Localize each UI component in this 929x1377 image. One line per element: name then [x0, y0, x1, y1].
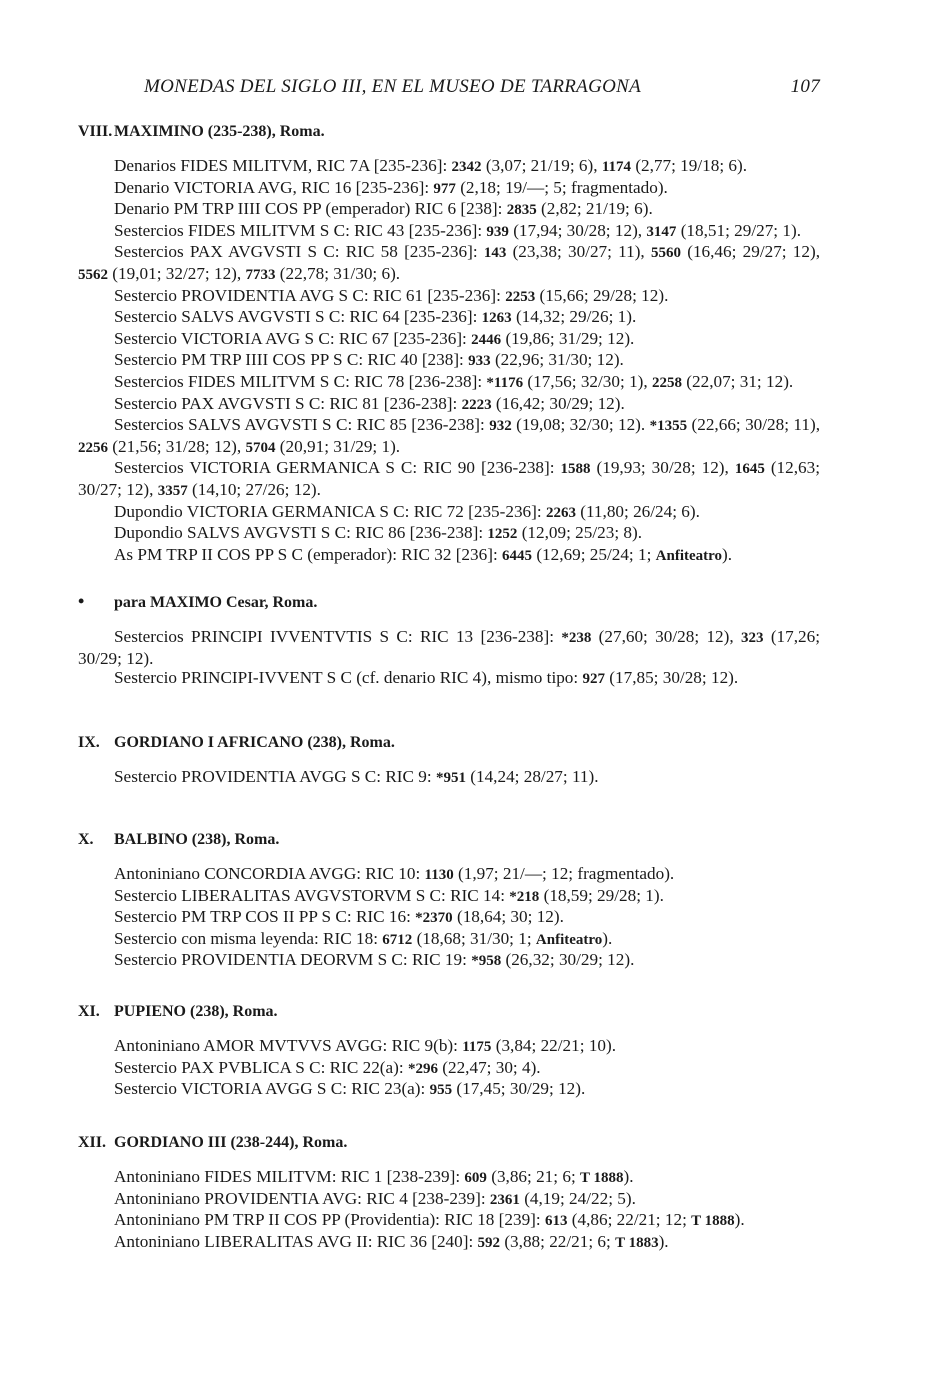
coin-entry: [78, 1189, 820, 1211]
inventory-number: 323: [740, 630, 764, 646]
coin-entry: [78, 394, 820, 416]
entry-text: (17,85; 30/28; 12).: [604, 668, 739, 688]
coin-entry: [78, 767, 820, 789]
inventory-number: 2446: [471, 331, 502, 348]
entry-text: (19,93; 30/28; 12),: [590, 458, 735, 478]
entry-text: Antoniniano LIBERALITAS AVG II: RIC 36 [240]:: [114, 1231, 478, 1251]
inventory-number: 7733: [245, 266, 276, 283]
entry-text: (27,60; 30/28; 12),: [591, 627, 741, 646]
entry-list: [78, 864, 820, 972]
entry-text: (12,09; 25/23; 8).: [517, 523, 643, 543]
coin-entry: [78, 458, 820, 501]
inventory-number: 1263: [481, 310, 512, 327]
entry-text: Sestercio VICTORIA AVG S C: RIC 67 [235-236]:: [114, 328, 472, 348]
inventory-number: *1176: [486, 374, 524, 391]
entry-list: [78, 1036, 820, 1101]
inventory-number: *951: [435, 770, 466, 786]
inventory-number: 2223: [461, 396, 492, 413]
inventory-number: 2361: [489, 1191, 520, 1208]
entry-text: (20,91; 31/29; 1).: [275, 436, 401, 456]
entry-text: Denario VICTORIA AVG, RIC 16 [235-236]:: [114, 177, 434, 197]
entry-text: (17,56; 32/30; 1),: [523, 371, 652, 391]
entry-text: (18,51; 29/27; 1).: [676, 220, 801, 240]
entry-text: (4,19; 24/22; 5).: [519, 1188, 636, 1208]
coin-entry: [78, 242, 820, 285]
section-number: XII.: [78, 1134, 107, 1151]
coin-entry: [78, 523, 820, 545]
entry-list: [78, 627, 820, 690]
coin-entry: [78, 372, 820, 394]
inventory-number: *218: [509, 888, 540, 905]
inventory-number: 1130: [424, 867, 454, 883]
entry-text: (3,86; 21; 6;: [486, 1167, 581, 1186]
inventory-number: Anfiteatro: [655, 547, 723, 564]
section-title: GORDIANO I AFRICANO (238), Roma.: [114, 734, 395, 751]
entry-text: Sestercio PAX AVGVSTI S C: RIC 81 [236-238]:: [114, 393, 462, 413]
entry-text: As PM TRP II COS PP S C (emperador): RIC 32 [236]:: [114, 544, 503, 564]
entry-text: (21,56; 31/28; 12),: [108, 436, 246, 456]
entry-text: Sestercios FIDES MILITVM S C: RIC 43 [235-236]:: [114, 220, 487, 240]
inventory-number: T 1888: [580, 1170, 624, 1186]
entry-text: (1,97; 21/—; 12; fragmentado).: [453, 864, 675, 883]
section-number: XI.: [78, 1003, 100, 1020]
section-heading: [78, 122, 820, 142]
entry-text: Sestercio PROVIDENTIA DEORVM S C: RIC 19:: [114, 950, 472, 970]
inventory-number: 3147: [646, 223, 677, 240]
entry-text: Antoniniano FIDES MILITVM: RIC 1 [238-239]:: [114, 1167, 465, 1186]
coin-entry: [78, 221, 820, 243]
inventory-number: 6445: [502, 547, 533, 564]
entry-text: Sestercio PAX PVBLICA S C: RIC 22(a):: [114, 1057, 408, 1077]
inventory-number: 613: [544, 1213, 568, 1230]
entry-text: ).: [722, 544, 733, 564]
entry-text: Sestercio LIBERALITAS AVGVSTORVM S C: RIC 14:: [114, 885, 510, 905]
inventory-number: 927: [582, 671, 605, 688]
section-heading: [78, 733, 820, 753]
inventory-number: 1252: [487, 526, 518, 543]
coin-entry: [78, 545, 820, 567]
entry-text: (14,32; 29/26; 1).: [511, 307, 637, 327]
entry-text: Antoniniano CONCORDIA AVGG: RIC 10:: [114, 864, 425, 883]
inventory-number: 1588: [560, 461, 591, 478]
section-heading: [78, 830, 820, 850]
coin-entry: [78, 1210, 820, 1232]
entry-list: [78, 1167, 820, 1253]
entry-text: (2,18; 19/—; 5; fragmentado).: [455, 177, 668, 197]
entry-text: ).: [602, 928, 613, 948]
inventory-number: T 1888: [691, 1213, 735, 1230]
coin-entry: [78, 864, 820, 886]
entry-text: Sestercio con misma leyenda: RIC 18:: [114, 928, 383, 948]
inventory-number: Anfiteatro: [535, 931, 603, 948]
subsection-heading: [78, 591, 820, 613]
coin-entry: [78, 156, 820, 178]
entry-text: Sestercio PRINCIPI-IVVENT S C (cf. denario RIC 4), mismo tipo:: [114, 668, 583, 688]
coin-entry: [78, 307, 820, 329]
entry-text: Dupondio SALVS AVGVSTI S C: RIC 86 [236-238]:: [114, 523, 488, 543]
entry-text: Sestercios FIDES MILITVM S C: RIC 78 [236-238]:: [114, 371, 487, 391]
coin-entry: [78, 415, 820, 458]
inventory-number: 5562: [78, 266, 108, 283]
coin-entry: [78, 1167, 820, 1189]
section-number: IX.: [78, 734, 100, 751]
coin-entry: [78, 627, 820, 668]
section-title: GORDIANO III (238-244), Roma.: [114, 1134, 348, 1151]
entry-text: (22,66; 30/28; 11),: [687, 415, 820, 435]
entry-list: [78, 156, 820, 566]
entry-text: (19,01; 32/27; 12),: [108, 263, 246, 283]
section-xi: [78, 1002, 820, 1101]
inventory-number: 2263: [545, 504, 576, 521]
inventory-number: 2342: [451, 159, 482, 175]
coin-entry: [78, 950, 820, 972]
inventory-number: 933: [468, 353, 491, 370]
inventory-number: *1355: [649, 418, 688, 435]
entry-text: Sestercios VICTORIA GERMANICA S C: RIC 90 [236-238]:: [114, 458, 561, 478]
coin-entry: [78, 929, 820, 951]
inventory-number: 2253: [505, 288, 536, 305]
coin-entry: [78, 668, 820, 690]
inventory-number: *2370: [415, 910, 453, 927]
entry-text: Denario PM TRP IIII COS PP (emperador) RIC 6 [238]:: [114, 199, 507, 219]
coin-entry: [78, 178, 820, 200]
entry-text: (26,32; 30/29; 12).: [501, 950, 635, 970]
inventory-number: 6712: [382, 931, 413, 948]
entry-text: Sestercio VICTORIA AVGG S C: RIC 23(a):: [114, 1079, 430, 1099]
entry-list: [78, 767, 820, 789]
entry-text: (3,88; 22/21; 6;: [500, 1231, 616, 1251]
inventory-number: 939: [486, 223, 509, 240]
coin-entry: [78, 329, 820, 351]
subsection-title: para MAXIMO Cesar, Roma.: [114, 594, 318, 611]
section-x: [78, 830, 820, 972]
entry-text: Denarios FIDES MILITVM, RIC 7A [235-236]:: [114, 156, 452, 175]
section-xii: [78, 1133, 820, 1253]
entry-text: Antoniniano PROVIDENTIA AVG: RIC 4 [238-239]:: [114, 1188, 490, 1208]
entry-text: ).: [658, 1231, 669, 1251]
entry-text: (12,69; 25/24; 1;: [532, 544, 656, 564]
entry-text: (16,46; 29/27; 12),: [680, 242, 821, 262]
section-number: X.: [78, 831, 94, 848]
entry-text: ).: [734, 1210, 745, 1230]
entry-text: (18,64; 30; 12).: [452, 907, 564, 927]
entry-text: (23,38; 30/27; 11),: [506, 242, 651, 262]
inventory-number: 592: [477, 1234, 501, 1251]
coin-entry: [78, 1058, 820, 1080]
entry-text: (18,68; 31/30; 1;: [412, 928, 536, 948]
entry-text: Sestercios SALVS AVGVSTI S C: RIC 85 [236-238]:: [114, 415, 490, 435]
entry-text: (22,07; 31; 12).: [681, 371, 794, 391]
section-viii: [78, 122, 820, 566]
inventory-number: 2258: [651, 374, 682, 391]
inventory-number: 977: [433, 180, 456, 197]
entry-text: (22,96; 31/30; 12).: [490, 350, 624, 370]
entry-text: (22,78; 31/30; 6).: [275, 263, 401, 283]
inventory-number: 1645: [734, 461, 765, 478]
coin-entry: [78, 1232, 820, 1254]
inventory-number: 932: [489, 418, 512, 435]
entry-text: (3,84; 22/21; 10).: [491, 1036, 617, 1055]
coin-entry: [78, 886, 820, 908]
entry-text: (17,94; 30/28; 12),: [508, 220, 647, 240]
section-ix: [78, 733, 820, 789]
entry-text: Antoniniano AMOR MVTVVS AVGG: RIC 9(b):: [114, 1036, 463, 1055]
bullet-icon: •: [78, 591, 85, 611]
inventory-number: 955: [429, 1082, 453, 1099]
inventory-number: *958: [471, 953, 502, 970]
coin-entry: [78, 1079, 820, 1101]
coin-entry: [78, 1036, 820, 1058]
coin-entry: [78, 350, 820, 372]
coin-entry: [78, 286, 820, 308]
section-title: PUPIENO (238), Roma.: [114, 1003, 278, 1020]
entry-text: (16,42; 30/29; 12).: [491, 393, 625, 413]
entry-text: (19,86; 31/29; 12).: [501, 328, 635, 348]
section-heading: [78, 1002, 820, 1022]
entry-text: (2,82; 21/19; 6).: [536, 199, 653, 219]
inventory-number: *238: [561, 630, 592, 646]
entry-text: (3,07; 21/19; 6),: [481, 156, 602, 175]
entry-text: (14,24; 28/27; 11).: [465, 767, 599, 786]
entry-text: Sestercio PM TRP IIII COS PP S C: RIC 40 [238]:: [114, 350, 469, 370]
section-heading: [78, 1133, 820, 1153]
inventory-number: 5704: [245, 439, 276, 456]
entry-text: Sestercio PM TRP COS II PP S C: RIC 16:: [114, 907, 416, 927]
entry-text: (22,47; 30; 4).: [437, 1057, 541, 1077]
entry-text: (18,59; 29/28; 1).: [539, 885, 664, 905]
coin-entry: [78, 502, 820, 524]
entry-text: Sestercios PAX AVGVSTI S C: RIC 58 [235-236]:: [114, 242, 484, 262]
entry-text: (15,66; 29/28; 12).: [535, 285, 669, 305]
inventory-number: 3357: [157, 482, 188, 499]
entry-text: Dupondio VICTORIA GERMANICA S C: RIC 72 [235-236]:: [114, 501, 546, 521]
entry-text: Sestercio PROVIDENTIA AVGG S C: RIC 9:: [114, 767, 436, 786]
entry-text: Sestercio PROVIDENTIA AVG S C: RIC 61 [235-236]:: [114, 285, 506, 305]
section-title: MAXIMINO (235-238), Roma.: [114, 123, 325, 140]
inventory-number: 1174: [601, 159, 632, 175]
entry-text: Sestercios PRINCIPI IVVENTVTIS S C: RIC 13 [236-238]:: [114, 627, 562, 646]
entry-text: (4,86; 22/21; 12;: [567, 1210, 692, 1230]
inventory-number: *296: [407, 1060, 438, 1077]
inventory-number: 609: [464, 1170, 487, 1186]
inventory-number: T 1883: [615, 1234, 659, 1251]
entry-text: (12,63; 30/27; 12),: [78, 458, 820, 499]
entry-text: (19,08; 32/30; 12).: [511, 415, 650, 435]
inventory-number: 2256: [78, 439, 108, 456]
section-number: VIII.: [78, 123, 113, 140]
entry-text: (17,45; 30/29; 12).: [452, 1079, 586, 1099]
running-head-title: MONEDAS DEL SIGLO III, EN EL MUSEO DE TARRAGONA: [144, 76, 641, 97]
entry-text: (17,26; 30/29; 12).: [78, 627, 820, 668]
inventory-number: 2835: [506, 202, 537, 219]
entry-text: (14,10; 27/26; 12).: [187, 479, 321, 499]
inventory-number: 5560: [650, 245, 681, 262]
coin-entry: [78, 199, 820, 221]
page-number: 107: [790, 76, 820, 97]
inventory-number: 143: [483, 245, 507, 262]
coin-entry: [78, 907, 820, 929]
entry-text: (11,80; 26/24; 6).: [575, 501, 700, 521]
entry-text: (2,77; 19/18; 6).: [631, 156, 748, 175]
entry-text: Antoniniano PM TRP II COS PP (Providentia): RIC 18 [239]:: [114, 1210, 545, 1230]
subsection-maximo: [78, 591, 820, 690]
entry-text: ).: [623, 1167, 634, 1186]
inventory-number: 1175: [462, 1039, 492, 1055]
section-title: BALBINO (238), Roma.: [114, 831, 280, 848]
entry-text: Sestercio SALVS AVGVSTI S C: RIC 64 [235-236]:: [114, 307, 482, 327]
